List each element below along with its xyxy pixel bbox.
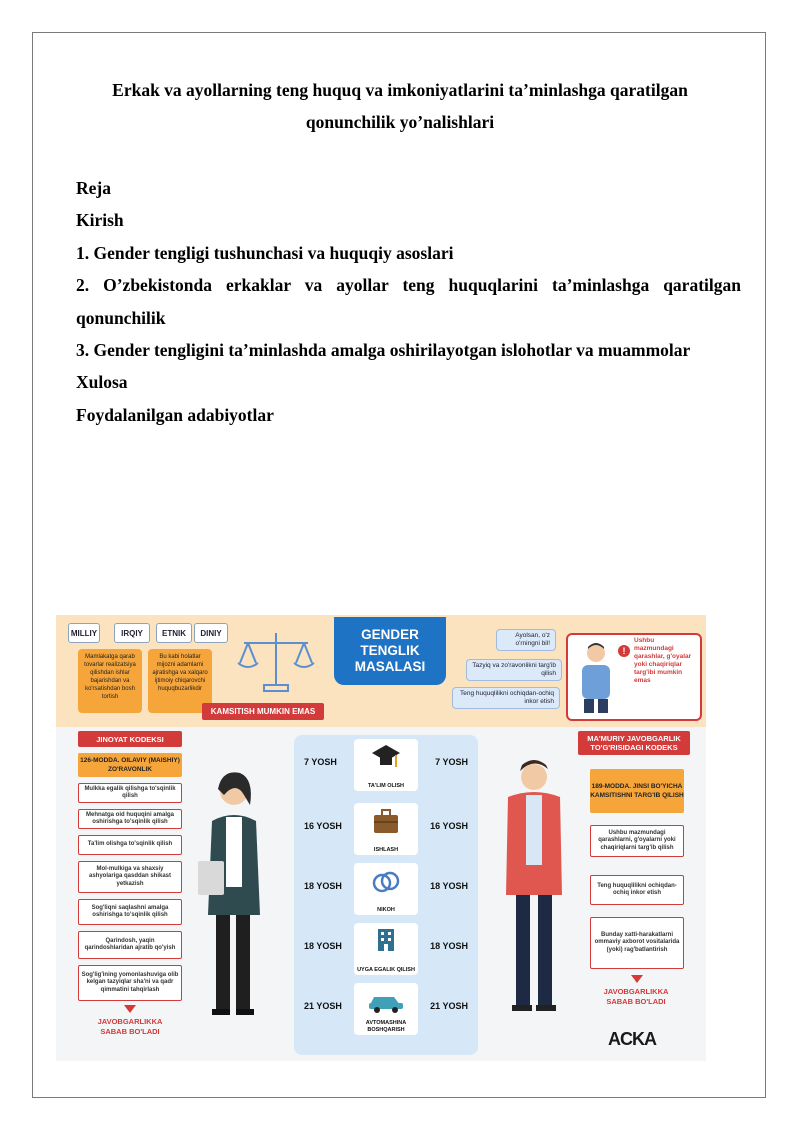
ban-label: KAMSITISH MUMKIN EMAS bbox=[202, 703, 324, 720]
graduation-cap-icon bbox=[372, 743, 400, 771]
toc-item-1: 1. Gender tengligi tushunchasi va huquqiy asoslari bbox=[76, 242, 454, 263]
right-item-2: Teng huquqlilikni ochiqdan-ochiq inkor etish bbox=[590, 875, 684, 905]
toc-kirish: Kirish bbox=[76, 210, 124, 231]
label-property: UYGA EGALIK QILISH bbox=[357, 966, 415, 973]
toc-item-2-line-1: 2. O’zbekistonda erkaklar va ayollar teng huquqlarini ta’minlashga qaratilgan bbox=[76, 275, 741, 296]
right-footer-line-1: JAVOBGARLIKKA bbox=[603, 987, 669, 996]
speech-bubble-2: Tazyiq va zo'ravonlikni targ'ib qilish bbox=[466, 659, 562, 681]
title-word-3: MASALASI bbox=[354, 659, 426, 674]
age-row-property bbox=[294, 921, 478, 977]
label-marriage: NIKOH bbox=[377, 906, 395, 913]
infographic-title bbox=[334, 617, 446, 685]
man-figure-icon bbox=[574, 641, 618, 713]
car-icon bbox=[368, 987, 404, 1015]
woman-figure-icon bbox=[196, 765, 282, 1025]
toc-item-2-line-2: qonunchilik bbox=[76, 307, 166, 328]
gender-equality-infographic bbox=[56, 615, 706, 1061]
age-row-education bbox=[294, 737, 478, 793]
document-title bbox=[60, 74, 740, 138]
orange-box-2: Bu kabi holatlar mijozni adamlarni ajratishga va xalqaro ijtimoiy chiqarovchi huquqbuzarlikdir bbox=[148, 649, 212, 713]
right-item-3: Bunday xatti-harakatlarni ommaviy axborot vositalarida (yoki) rag'batlantirish bbox=[590, 917, 684, 969]
title-line-2: qonunchilik yo’nalishlari bbox=[305, 112, 495, 132]
title-word-2: TENGLIK bbox=[360, 643, 420, 658]
tag-milliy: MILLIY bbox=[68, 623, 100, 643]
man-standing-icon bbox=[492, 755, 576, 1025]
left-footer-line-1: JAVOBGARLIKKA bbox=[97, 1017, 163, 1026]
age-right-4: 18 YOSH bbox=[430, 941, 468, 951]
table-of-contents bbox=[76, 172, 741, 431]
tag-diniy: DINIY bbox=[194, 623, 228, 643]
left-column-article: 126-MODDA. OILAVIY (MAISHIY) ZO'RAVONLIK bbox=[78, 753, 182, 777]
age-row-driving bbox=[294, 981, 478, 1037]
left-arrow-down-icon bbox=[124, 1005, 136, 1013]
age-left-5: 21 YOSH bbox=[304, 1001, 342, 1011]
age-right-1: 7 YOSH bbox=[435, 757, 468, 767]
icon-card-education bbox=[354, 739, 418, 791]
age-row-work bbox=[294, 801, 478, 857]
left-item-3: Ta'lim olishga to'sqinlik qilish bbox=[78, 835, 182, 855]
left-item-7: Sog'lig'ining yomonlashuviga olib kelgan tazyiqlar sha'ni va qadr qimmatini tahqirlash bbox=[78, 965, 182, 1001]
orange-box-1: Mamlakatga qarab tovarlar realizatsiya qilishdan ishlar bajarishdan va ko'rsatishdan bosh tortish bbox=[78, 649, 142, 713]
label-work: ISHLASH bbox=[373, 846, 399, 853]
left-item-1: Mulkka egalik qilishga to'sqinlik qilish bbox=[78, 783, 182, 803]
right-column-header: MA'MURIY JAVOBGARLIK TO'G'RISIDAGI KODEKS bbox=[578, 731, 690, 755]
acka-logo: ACKA bbox=[608, 1029, 656, 1049]
speech-bubble-1: Ayolsan, o'z o'rningni bil! bbox=[496, 629, 556, 651]
left-footer-line-2: SABAB BO'LADI bbox=[100, 1027, 160, 1036]
speech-bubble-3: Teng huquqlilikni ochiqdan-ochiq inkor etish bbox=[452, 687, 560, 709]
building-icon bbox=[372, 927, 400, 955]
scales-of-justice-icon bbox=[234, 629, 318, 695]
left-column-footer bbox=[78, 1017, 182, 1037]
age-right-3: 18 YOSH bbox=[430, 881, 468, 891]
label-driving: AVTOMASHINA BOSHQARISH bbox=[365, 1020, 407, 1033]
toc-adabiyotlar: Foydalanilgan adabiyotlar bbox=[76, 404, 274, 425]
left-item-6: Qarindosh, yaqin qarindoshlaridan ajratib qo'yish bbox=[78, 931, 182, 959]
left-item-2: Mehnatga oid huquqini amalga oshirishga to'sqinlik qilish bbox=[78, 809, 182, 829]
tag-irqiy: IRQIY bbox=[114, 623, 150, 643]
tag-etnik: ETNIK bbox=[156, 623, 192, 643]
left-column-header: JINOYAT KODEKSI bbox=[78, 731, 182, 747]
right-column-footer bbox=[580, 987, 692, 1007]
rings-icon bbox=[372, 867, 400, 895]
age-left-2: 16 YOSH bbox=[304, 821, 342, 831]
left-item-5: Sog'liqni saqlashni amalga oshirishga to'sqinlik qilish bbox=[78, 899, 182, 925]
exclamation-icon: ! bbox=[618, 645, 630, 657]
icon-card-work bbox=[354, 803, 418, 855]
icon-card-driving bbox=[354, 983, 418, 1035]
age-left-3: 18 YOSH bbox=[304, 881, 342, 891]
icon-card-property bbox=[354, 923, 418, 975]
briefcase-icon bbox=[372, 807, 400, 835]
right-footer-line-2: SABAB BO'LADI bbox=[606, 997, 666, 1006]
title-line-1: Erkak va ayollarning teng huquq va imkoniyatlarini ta’minlashga qaratilgan bbox=[112, 80, 688, 100]
right-item-1: Ushbu mazmundagi qarashlarni, g'oyalarni yoki chaqiriqlarni targ'ib qilish bbox=[590, 825, 684, 857]
age-left-1: 7 YOSH bbox=[304, 757, 337, 767]
toc-item-3: 3. Gender tengligini ta’minlashda amalga oshirilayotgan islohotlar va muammolar bbox=[76, 340, 691, 361]
left-item-4: Mol-mulkiga va shaxsiy ashyolariga qasddan shikast yetkazish bbox=[78, 861, 182, 893]
title-word-1: GENDER bbox=[361, 627, 419, 642]
right-arrow-down-icon bbox=[631, 975, 643, 983]
toc-reja: Reja bbox=[76, 178, 111, 198]
right-column-article: 189-MODDA. JINSI BO'YICHA KAMSITISHNI TARG'IB QILISH bbox=[590, 769, 684, 813]
warning-text: Ushbu mazmundagi qarashlar, g'oyalar yoki chaqiriqlar targ'ibi mumkin emas bbox=[634, 637, 692, 684]
toc-xulosa: Xulosa bbox=[76, 372, 128, 393]
age-right-2: 16 YOSH bbox=[430, 821, 468, 831]
age-left-4: 18 YOSH bbox=[304, 941, 342, 951]
age-row-marriage bbox=[294, 861, 478, 917]
icon-card-marriage bbox=[354, 863, 418, 915]
age-right-5: 21 YOSH bbox=[430, 1001, 468, 1011]
label-education: TA'LIM OLISH bbox=[367, 782, 405, 789]
